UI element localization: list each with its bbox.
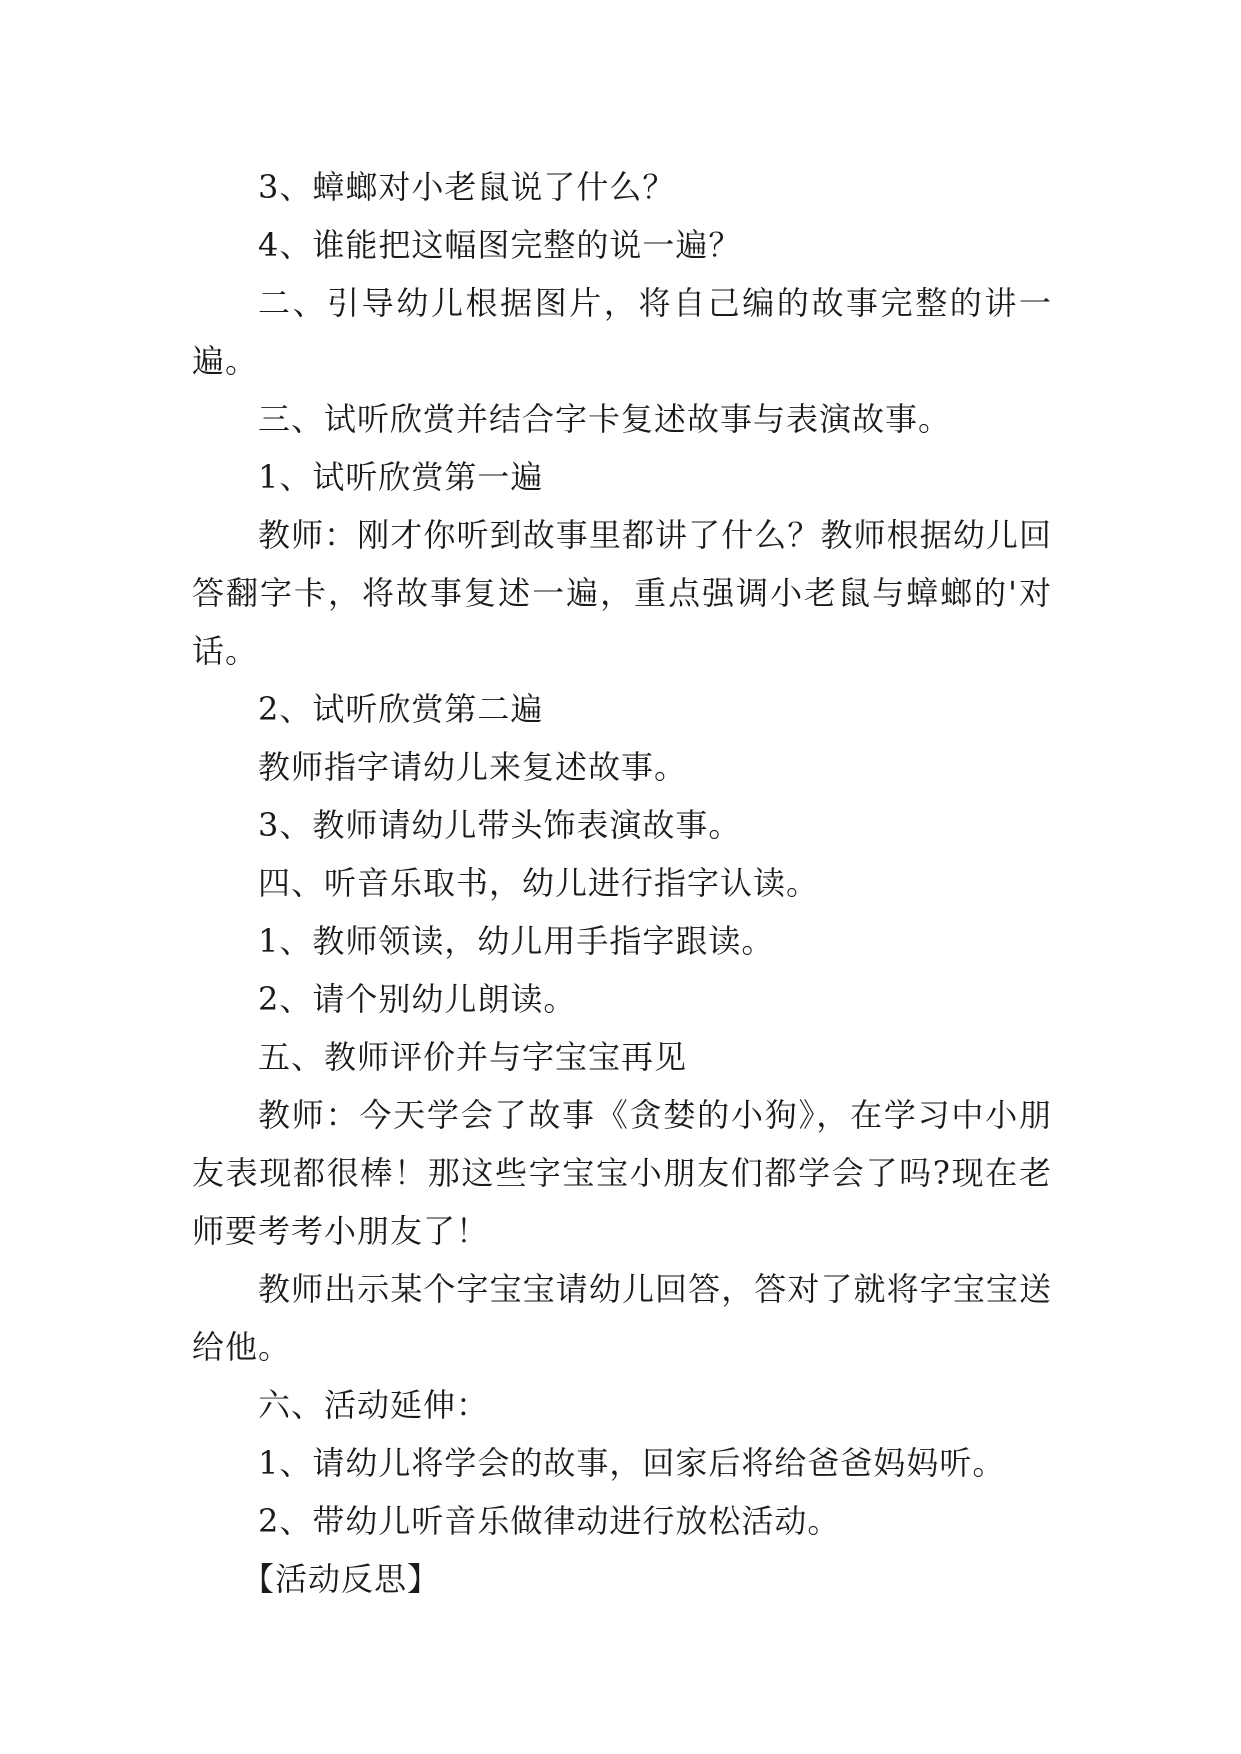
paragraph: 教师：刚才你听到故事里都讲了什么？教师根据幼儿回答翻字卡，将故事复述一遍，重点强调小老鼠与蟑螂的'对话。: [192, 516, 1052, 670]
paragraph: 2、带幼儿听音乐做律动进行放松活动。: [258, 1502, 841, 1540]
paragraph: 五、教师评价并与字宝宝再见: [258, 1038, 688, 1076]
paragraph: 1、试听欣赏第一遍: [258, 458, 544, 496]
paragraph: 3、教师请幼儿带头饰表演故事。: [258, 806, 742, 844]
paragraph: 2、试听欣赏第二遍: [258, 690, 544, 728]
paragraph: 六、活动延伸：: [258, 1386, 490, 1424]
paragraph: 1、请幼儿将学会的故事，回家后将给爸爸妈妈听。: [258, 1444, 1006, 1482]
paragraph: 教师：今天学会了故事《贪婪的小狗》，在学习中小朋友表现都很棒！那这些字宝宝小朋友们都学会了吗?现在老师要考考小朋友了！: [192, 1096, 1052, 1250]
paragraph: 三、试听欣赏并结合字卡复述故事与表演故事。: [258, 400, 952, 438]
paragraph: 教师出示某个字宝宝请幼儿回答，答对了就将字宝宝送给他。: [192, 1270, 1052, 1366]
paragraph: 2、请个别幼儿朗读。: [258, 980, 577, 1018]
paragraph: 1、教师领读，幼儿用手指字跟读。: [258, 922, 775, 960]
paragraph: 二、引导幼儿根据图片，将自己编的故事完整的讲一遍。: [192, 284, 1052, 380]
paragraph: 四、听音乐取书，幼儿进行指字认读。: [258, 864, 820, 902]
section-heading: 【活动反思】: [242, 1560, 441, 1598]
document-body: [192, 158, 1052, 1608]
paragraph: 4、谁能把这幅图完整的说一遍？: [258, 226, 742, 264]
paragraph: 3、蟑螂对小老鼠说了什么？: [258, 168, 676, 206]
paragraph: 教师指字请幼儿来复述故事。: [258, 748, 688, 786]
